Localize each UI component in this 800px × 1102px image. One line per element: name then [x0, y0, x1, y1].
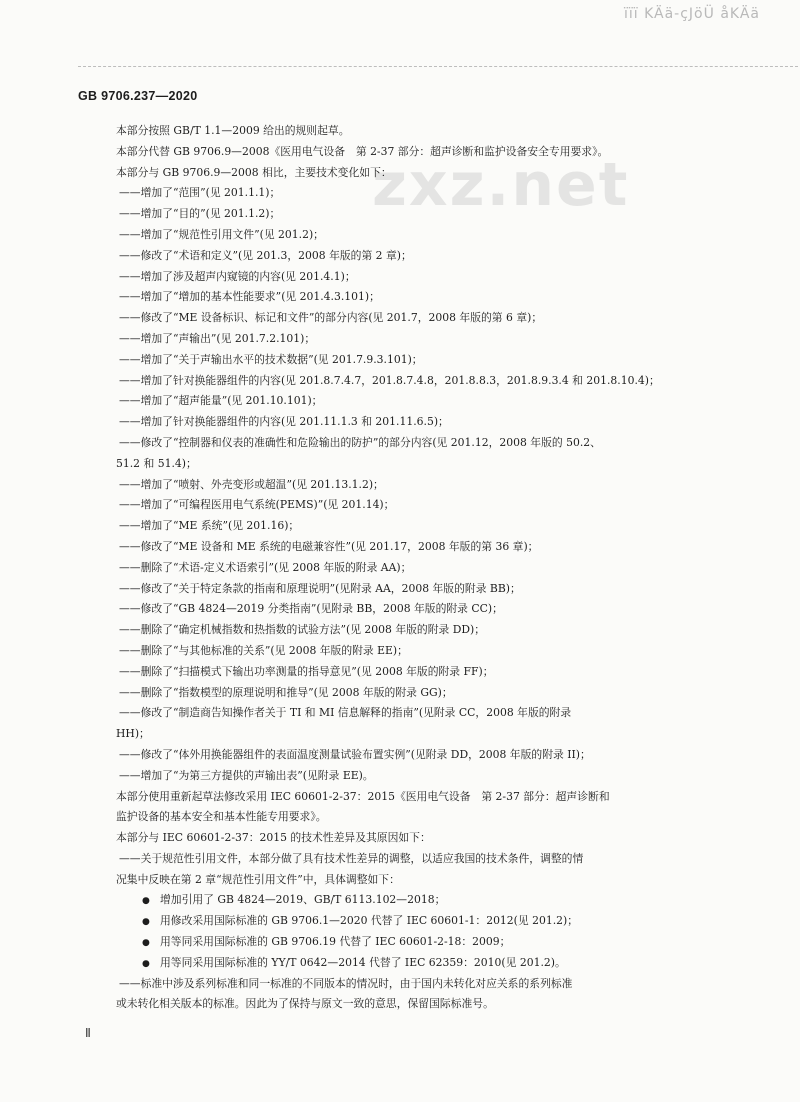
bullet-icon: ●: [142, 958, 150, 969]
change-list-item: ——删除了“确定机械指数和热指数的试验方法”(见 2008 年版的附录 DD)；: [119, 623, 486, 637]
change-list-item: ——增加了“超声能量”(见 201.10.101)；: [119, 394, 323, 408]
page-number: Ⅱ: [85, 1026, 91, 1040]
list-item-continuation: 或未转化相关版本的标准。因此为了保持与原文一致的意思，保留国际标准号。: [116, 997, 494, 1011]
bullet-text: 增加引用了 GB 4824—2019、GB/T 6113.102—2018；: [160, 893, 446, 907]
change-list-item: ——关于规范性引用文件，本部分做了具有技术性差异的调整，以适应我国的技术条件，调整的情: [119, 851, 584, 865]
bullet-text: 用等同采用国际标准的 GB 9706.19 代替了 IEC 60601-2-18：2009；: [160, 935, 511, 949]
change-list-item: ——修改了“体外用换能器组件的表面温度测量试验布置实例”(见附录 DD，2008 年版的附录 II)；: [119, 747, 591, 761]
bullet-text: 用等同采用国际标准的 YY/T 0642—2014 代替了 IEC 62359：2010(见 201.2)。: [160, 955, 566, 969]
standard-code: GB 9706.237—2020: [78, 89, 198, 103]
bullet-item: [142, 911, 712, 932]
list-item-continuation: 51.2 和 51.4)；: [116, 456, 197, 470]
change-list-item: ——标准中涉及系列标准和同一标准的不同版本的情况时，由于国内未转化对应关系的系列标准: [119, 976, 573, 990]
list-item-continuation: HH)；: [116, 727, 150, 741]
change-list-item: ——修改了“控制器和仪表的准确性和危险输出的防护”的部分内容(见 201.12，2008 年版的 50.2、: [119, 435, 601, 449]
change-list-item: ——增加了“可编程医用电气系统(PEMS)”(见 201.14)；: [119, 498, 395, 512]
change-list-item: ——删除了“指数模型的原理说明和推导”(见 2008 年版的附录 GG)；: [119, 685, 453, 699]
bullet-icon: ●: [142, 896, 150, 907]
change-list-item: ——修改了“ME 设备标识、标记和文件”的部分内容(见 201.7，2008 年版的第 6 章)；: [119, 311, 543, 325]
change-list-item: ——增加了“为第三方提供的声输出表”(见附录 EE)。: [119, 768, 374, 782]
change-list-item: ——增加了“喷射、外壳变形或超温”(见 201.13.1.2)；: [119, 477, 384, 491]
paragraph-line: 本部分与 IEC 60601-2-37：2015 的技术性差异及其原因如下：: [116, 831, 431, 845]
paragraph-line: 监护设备的基本安全和基本性能专用要求》。: [116, 810, 327, 824]
change-list-item: ——增加了“声输出”(见 201.7.2.101)；: [119, 331, 316, 345]
list-item-continuation: 况集中反映在第 2 章“规范性引用文件”中，具体调整如下：: [116, 872, 400, 886]
change-list-item: ——删除了“与其他标准的关系”(见 2008 年版的附录 EE)；: [119, 643, 408, 657]
watermark: zxz.net: [372, 150, 630, 220]
corner-mark: ïïï KÄä-çJöÜ åKÄä: [623, 6, 760, 22]
change-list-item: ——修改了“关于特定条款的指南和原理说明”(见附录 AA，2008 年版的附录 BB)；: [119, 581, 521, 595]
change-list-item: ——增加了针对换能器组件的内容(见 201.11.1.3 和 201.11.6.5)；: [119, 415, 449, 429]
change-list-item: ——修改了“制造商告知操作者关于 TI 和 MI 信息解释的指南”(见附录 CC，2008 年版的附录: [119, 706, 572, 720]
change-list-item: ——增加了“范围”(见 201.1.1)；: [119, 186, 281, 200]
bullet-text: 用修改采用国际标准的 GB 9706.1—2020 代替了 IEC 60601-1：2012(见 201.2)；: [160, 914, 579, 928]
paragraph-line: 本部分代替 GB 9706.9—2008《医用电气设备 第 2-37 部分：超声诊断和监护设备安全专用要求》。: [116, 144, 609, 158]
change-list-item: ——修改了“术语和定义”(见 201.3，2008 年版的第 2 章)；: [119, 248, 412, 262]
change-list-item: ——删除了“扫描模式下输出功率测量的指导意见”(见 2008 年版的附录 FF)；: [119, 664, 494, 678]
top-divider: [78, 66, 798, 67]
paragraph-line: 本部分与 GB 9706.9—2008 相比，主要技术变化如下：: [116, 165, 392, 179]
bullet-item: [142, 953, 712, 974]
change-list-item: ——增加了涉及超声内窥镜的内容(见 201.4.1)；: [119, 269, 356, 283]
change-list-item: ——删除了“术语-定义术语索引”(见 2008 年版的附录 AA)；: [119, 560, 412, 574]
bullet-icon: ●: [142, 917, 150, 928]
paragraph-line: 本部分使用重新起草法修改采用 IEC 60601-2-37：2015《医用电气设备 第 2-37 部分：超声诊断和: [116, 789, 610, 803]
change-list-item: ——增加了“增加的基本性能要求”(见 201.4.3.101)；: [119, 290, 380, 304]
bullet-item: [142, 932, 712, 953]
change-list-item: ——增加了“关于声输出水平的技术数据”(见 201.7.9.3.101)；: [119, 352, 423, 366]
change-list-item: ——增加了“目的”(见 201.1.2)；: [119, 207, 281, 221]
change-list-item: ——修改了“GB 4824—2019 分类指南”(见附录 BB，2008 年版的附录 CC)；: [119, 602, 503, 616]
document-body: [116, 121, 712, 1015]
bullet-icon: ●: [142, 938, 150, 949]
paragraph-line: 本部分按照 GB/T 1.1—2009 给出的规则起草。: [116, 124, 350, 137]
change-list-item: ——增加了针对换能器组件的内容(见 201.8.7.4.7，201.8.7.4.8，201.8.8.3，201.8.9.3.4 和 201.8.10.4)；: [119, 373, 660, 387]
change-list-item: ——修改了“ME 设备和 ME 系统的电磁兼容性”(见 201.17，2008 年版的第 36 章)；: [119, 539, 539, 553]
change-list-item: ——增加了“ME 系统”(见 201.16)；: [119, 519, 300, 533]
bullet-item: [142, 890, 712, 911]
change-list-item: ——增加了“规范性引用文件”(见 201.2)；: [119, 227, 324, 241]
